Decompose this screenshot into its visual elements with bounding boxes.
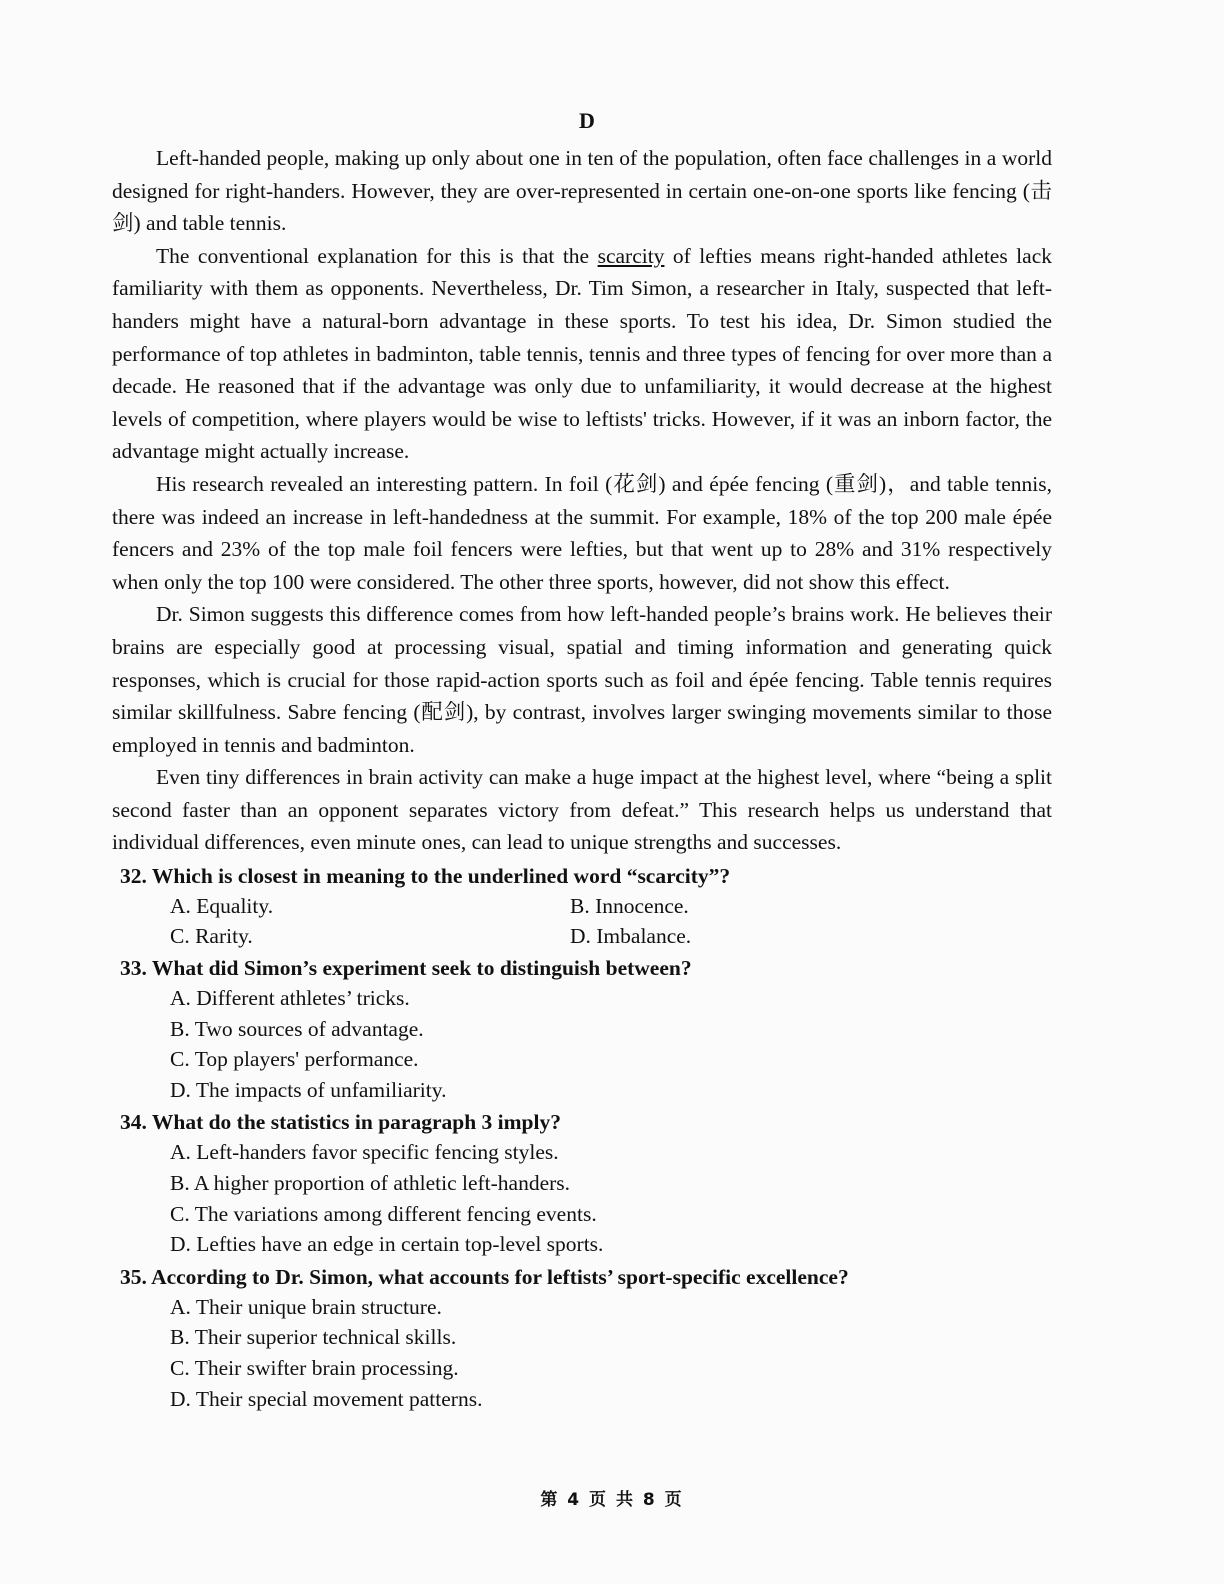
options	[112, 891, 1052, 951]
question-stem: 34. What do the statistics in paragraph 3 imply?	[120, 1110, 561, 1135]
paragraph-2	[112, 240, 1052, 468]
option-d: D. The impacts of unfamiliarity.	[170, 1077, 447, 1102]
option-c: C. The variations among different fencing events.	[170, 1201, 597, 1226]
options	[112, 1137, 1052, 1259]
question-32	[112, 861, 1052, 951]
question-33	[112, 953, 1052, 1105]
question-stem: 33. What did Simon’s experiment seek to distinguish between?	[120, 956, 692, 981]
option-d: D. Their special movement patterns.	[170, 1386, 483, 1411]
question-34	[112, 1107, 1052, 1259]
option-a: A. Left-handers favor specific fencing styles.	[170, 1140, 559, 1165]
section-title: D	[579, 108, 595, 133]
page-number-footer: 第 4 页 共 8 页	[540, 1490, 684, 1510]
option-c: C. Top players' performance.	[170, 1047, 419, 1072]
option-c: C. Their swifter brain processing.	[170, 1356, 459, 1380]
option-c: C. Rarity.	[170, 924, 253, 949]
paragraph-2-rest: of lefties means right-handed athletes lack familiarity with them as opponents. Nevertheless, Dr. Tim Simon, a researcher in Italy, suspected that left-handers might have a natural-born advantage in these sports. To test his idea, Dr. Simon studied the performance of top athletes in badminton, table tennis, tennis and three types of fencing for over more than a decade. He reasoned that if the advantage was only due to unfamiliarity, it would decrease at the highest levels of competition, where players would be wise to leftists' tricks. However, if it was an inborn factor, the advantage might actually increase.	[112, 243, 1052, 464]
question-stem: 32. Which is closest in meaning to the underlined word “scarcity”?	[120, 864, 731, 889]
question-stem: 35. According to Dr. Simon, what accounts for leftists’ sport-specific excellence?	[120, 1264, 849, 1289]
options	[112, 983, 1052, 1105]
underlined-word: scarcity	[597, 243, 665, 268]
paragraph-2-start: The conventional explanation for this is that the	[156, 243, 598, 268]
paragraph-4: Dr. Simon suggests this difference comes from how left-handed people’s brains work. He believes their brains are especially good at processing visual, spatial and timing information and generating quick responses, which is crucial for those rapid-action sports such as foil and épée fencing. Table tennis requires similar skillfulness. Sabre fencing (配剑), by contrast, involves larger swinging movements similar to those employed in tennis and badminton.	[112, 602, 1052, 757]
option-b: B. Innocence.	[570, 894, 689, 919]
paragraph-5: Even tiny differences in brain activity can make a huge impact at the highest level, where “being a split second faster than an opponent separates victory from defeat.” This research helps us understand that individual differences, even minute ones, can lead to unique strengths and successes.	[112, 765, 1052, 855]
paragraph-3: His research revealed an interesting pattern. In foil (花剑) and épée fencing (重剑)，and table tennis, there was indeed an increase in left-handedness at the summit. For example, 18% of the top 200 male épée fencers and 23% of the top male foil fencers were lefties, but that went up to 28% and 31% respectively when only the top 100 were considered. The other three sports, however, did not show this effect.	[112, 471, 1052, 594]
exam-page	[112, 108, 1052, 1414]
option-b: B. Their superior technical skills.	[170, 1325, 457, 1350]
question-35	[112, 1262, 1052, 1414]
reading-passage	[112, 142, 1052, 859]
option-a: A. Different athletes’ tricks.	[170, 986, 410, 1011]
option-b: B. A higher proportion of athletic left-handers.	[170, 1171, 571, 1196]
option-d: D. Imbalance.	[570, 924, 692, 949]
paragraph-1: Left-handed people, making up only about one in ten of the population, often face challenges in a world designed for right-handers. However, they are over-represented in certain one-on-one sports like fencing (击剑) and table tennis.	[112, 146, 1052, 236]
options	[112, 1292, 1052, 1414]
option-d: D. Lefties have an edge in certain top-level sports.	[170, 1232, 604, 1257]
option-a: A. Equality.	[170, 894, 274, 919]
option-a: A. Their unique brain structure.	[170, 1294, 442, 1319]
option-b: B. Two sources of advantage.	[170, 1016, 424, 1041]
